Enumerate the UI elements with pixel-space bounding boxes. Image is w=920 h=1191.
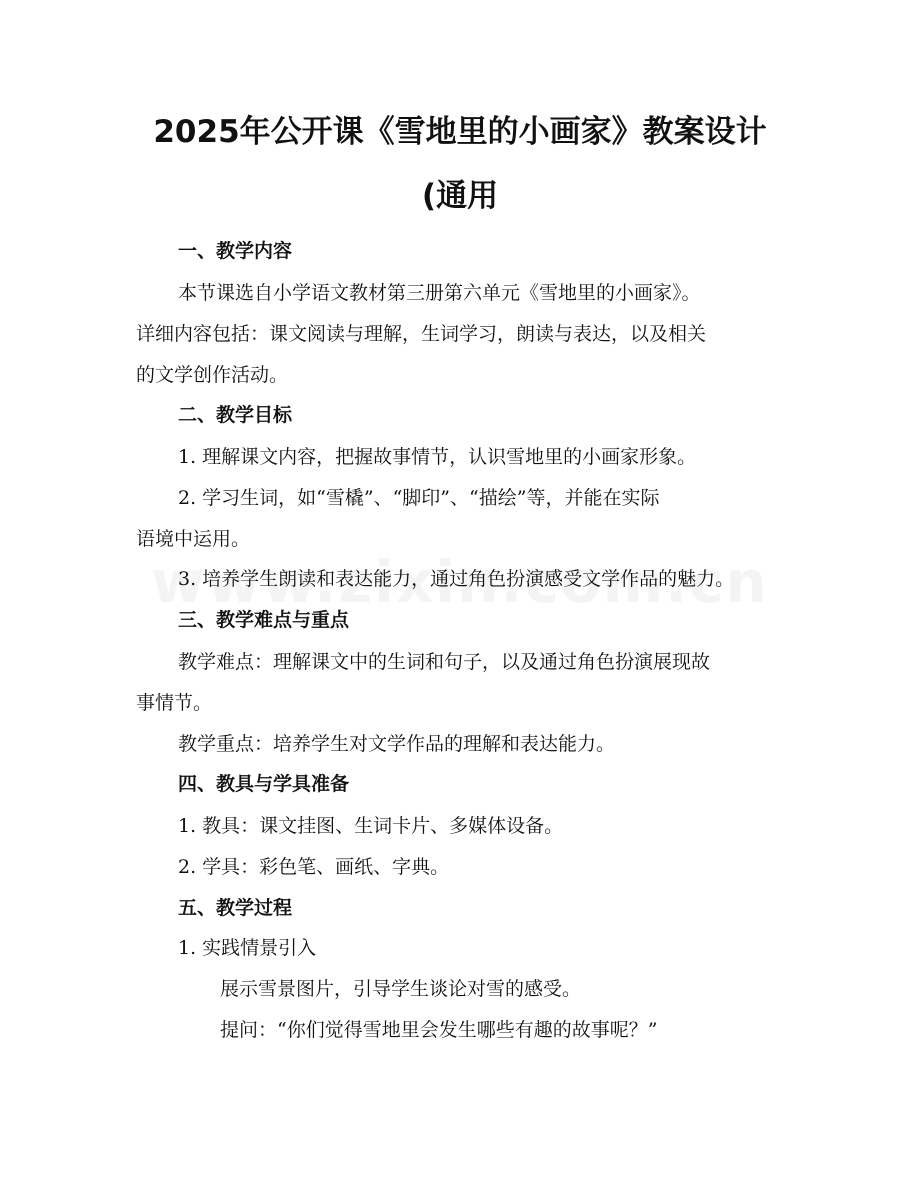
sub-item: 提问：“你们觉得雪地里会发生哪些有趣的故事呢？” [220, 1019, 658, 1041]
section-heading-materials: 四、教具与学具准备 [178, 773, 350, 795]
document-title: 2025年公开课《雪地里的小画家》教案设计 [153, 114, 767, 150]
list-item-continued: 语境中运用。 [136, 528, 251, 550]
list-item: 1. 理解课文内容，把握故事情节，认识雪地里的小画家形象。 [178, 446, 697, 468]
section-heading-key-points: 三、教学难点与重点 [178, 609, 350, 631]
section-heading-content: 一、教学内容 [178, 240, 293, 262]
list-item: 3. 培养学生朗读和表达能力，通过角色扮演感受文学作品的魅力。 [178, 568, 735, 590]
paragraph-line: 详细内容包括：课文阅读与理解，生词学习，朗读与表达，以及相关 [136, 323, 707, 345]
list-item: 2. 学习生词，如“雪橇”、“脚印”、“描绘”等，并能在实际 [178, 487, 660, 509]
paragraph-line: 事情节。 [136, 692, 213, 714]
sub-item: 展示雪景图片，引导学生谈论对雪的感受。 [220, 978, 582, 1000]
section-heading-goals: 二、教学目标 [178, 404, 293, 426]
paragraph-line: 教学重点：培养学生对文学作品的理解和表达能力。 [178, 733, 616, 755]
paragraph-line: 教学难点：理解课文中的生词和句子，以及通过角色扮演展现故 [178, 651, 711, 673]
paragraph-line: 的文学创作活动。 [136, 364, 289, 386]
document-title-continued: (通用 [421, 178, 499, 214]
list-item: 2. 学具：彩色笔、画纸、字典。 [178, 856, 450, 878]
list-item: 1. 教具：课文挂图、生词卡片、多媒体设备。 [178, 815, 564, 837]
section-heading-process: 五、教学过程 [178, 897, 293, 919]
list-item: 1. 实践情景引入 [178, 937, 317, 959]
paragraph-line: 本节课选自小学语文教材第三册第六单元《雪地里的小画家》。 [178, 282, 701, 304]
